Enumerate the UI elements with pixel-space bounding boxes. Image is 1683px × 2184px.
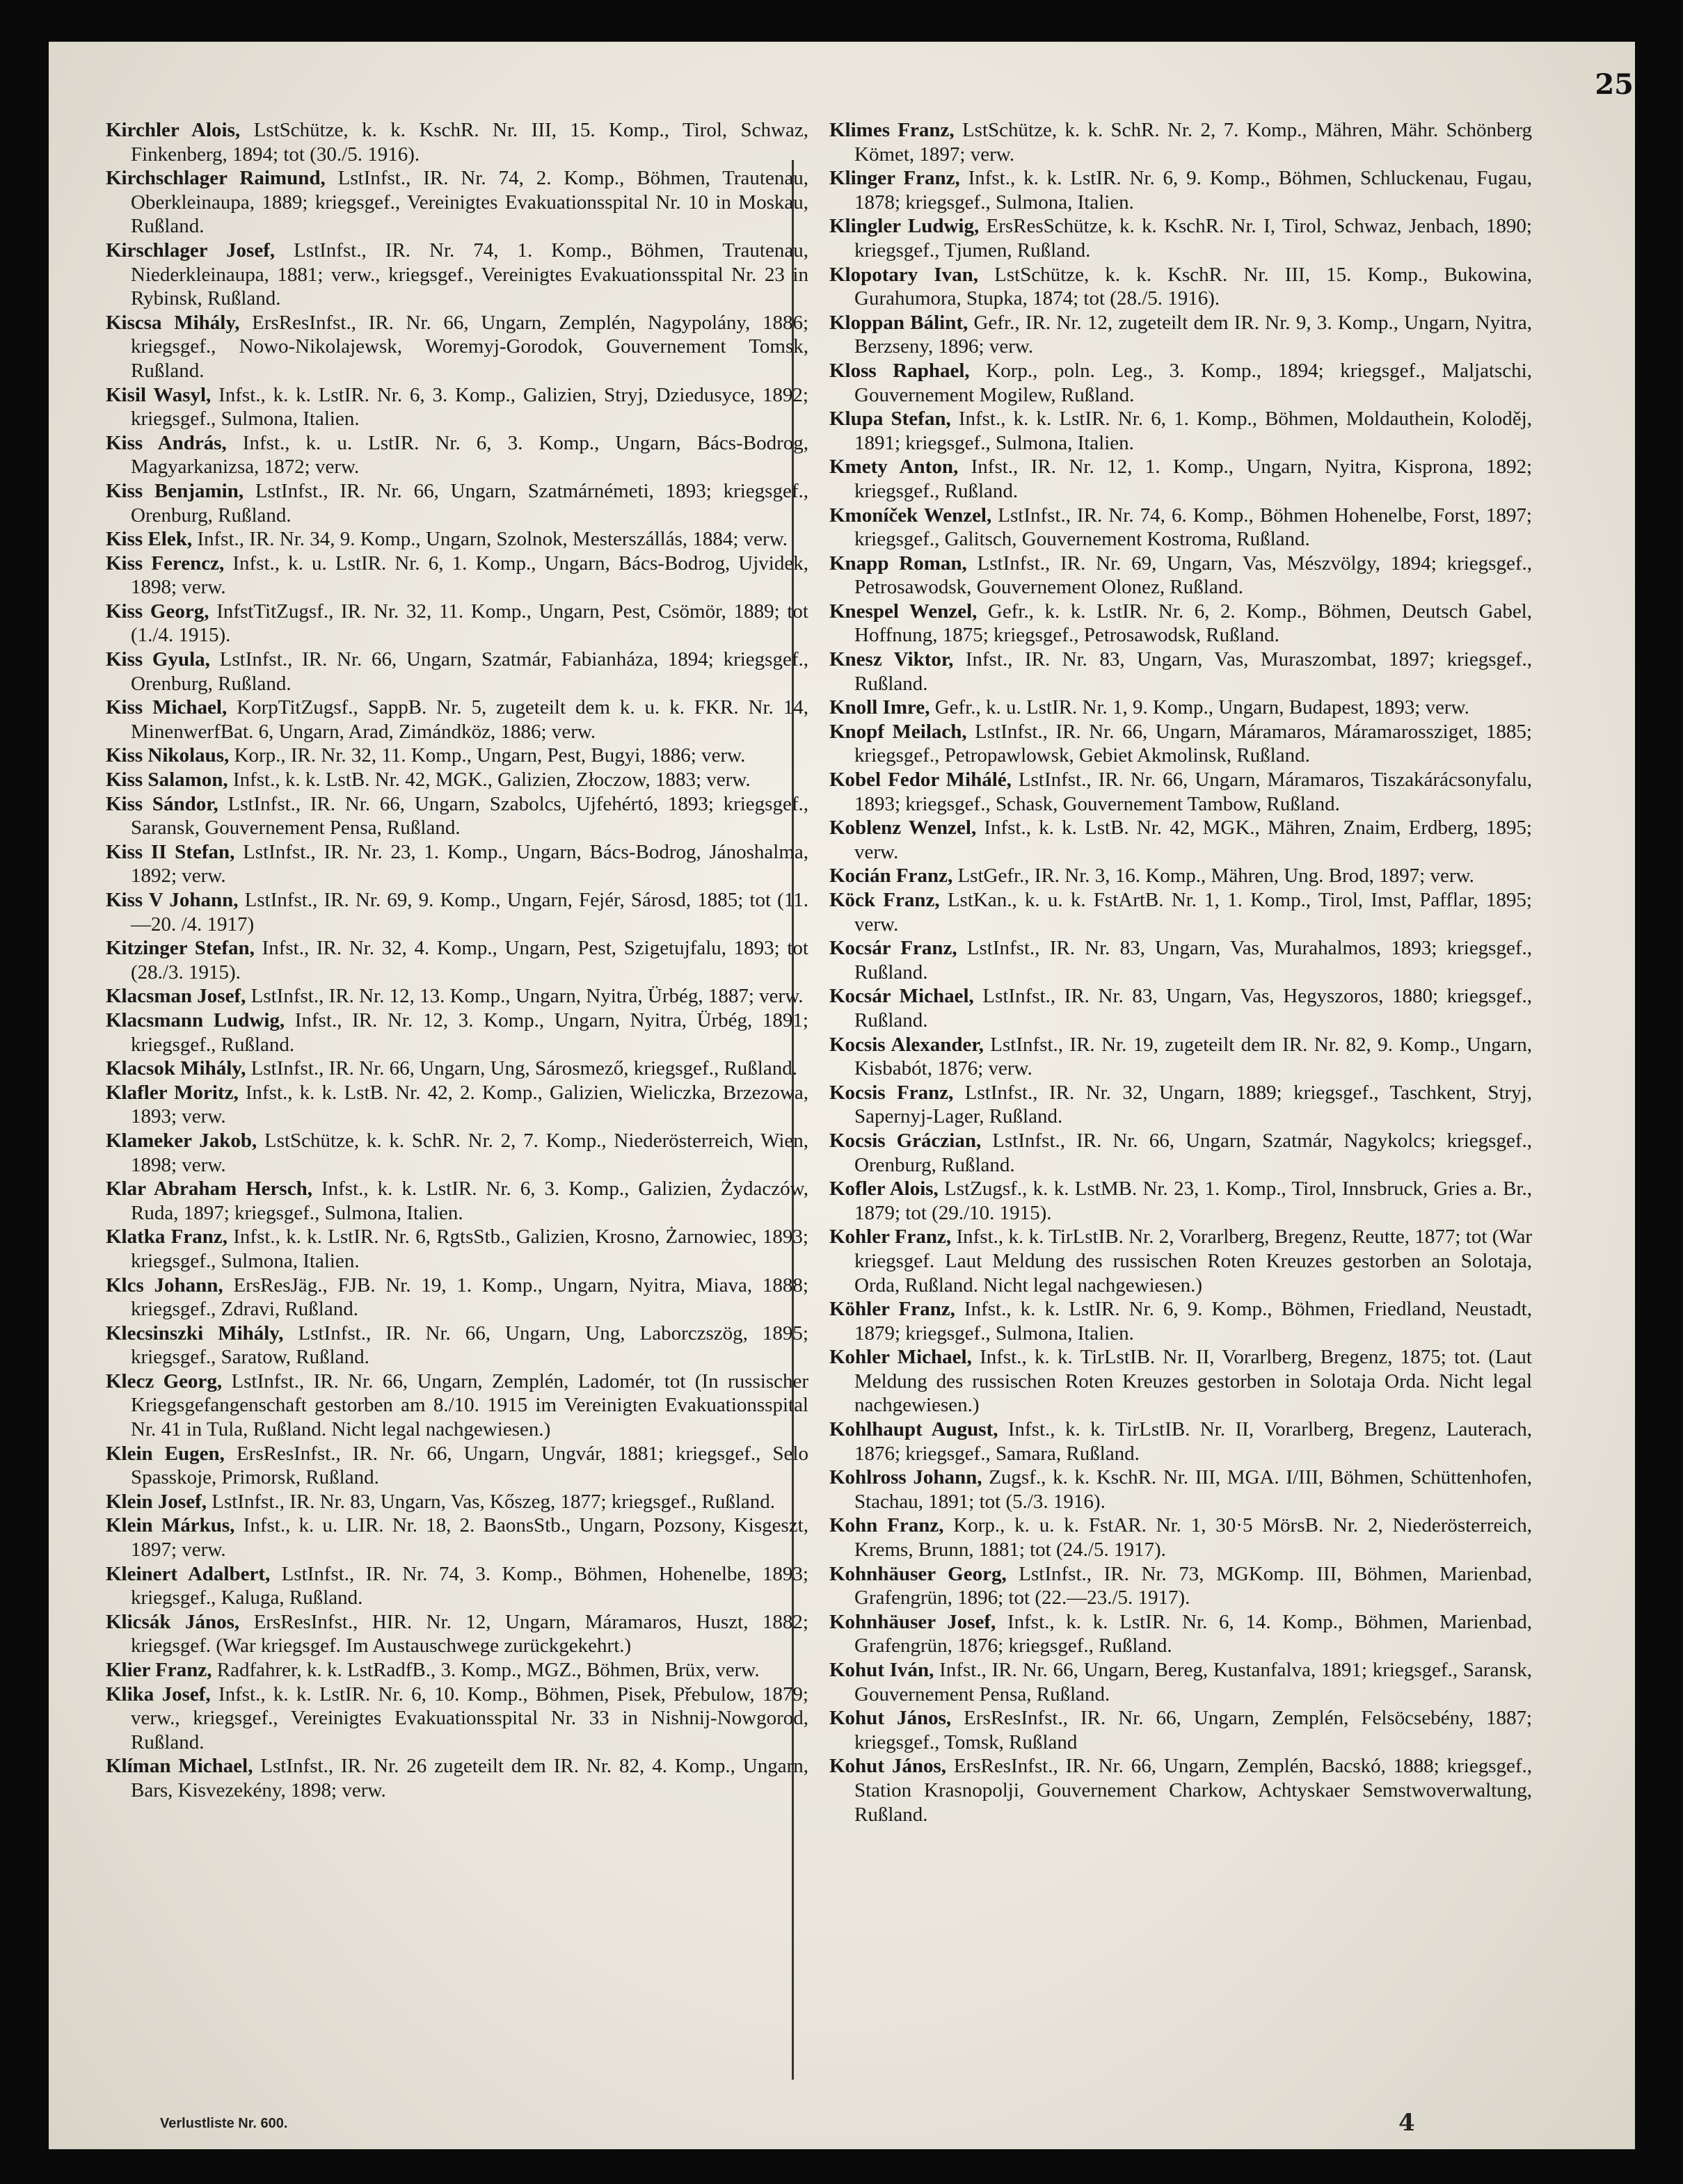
casualty-entry	[106, 840, 808, 888]
entry-name: Kisil Wasyl,	[106, 383, 212, 406]
casualty-entry	[106, 1562, 808, 1610]
casualty-entry	[106, 1057, 808, 1081]
casualty-entry	[106, 648, 808, 696]
entry-details: Infst., k. k. TirLstIB. Nr. II, Vorarlberg, Bregenz, Lauterach, 1876; kriegsgef., Samara, Rußland.	[854, 1418, 1532, 1465]
casualty-entry	[106, 383, 808, 431]
entry-details: LstInfst., IR. Nr. 66, Ungarn, Szatmár, Fabianháza, 1894; kriegsgef., Orenburg, Rußland.	[131, 648, 808, 695]
entry-name: Kirschlager Josef,	[106, 239, 276, 262]
entry-details: ErsResInfst., IR. Nr. 66, Ungarn, Zemplén, Bacskó, 1888; kriegsgef., Station Krasnopolji, Gouvernement Charkow, Achtyskaer Semstwoverwaltung, Rußland.	[854, 1755, 1533, 1826]
casualty-entry	[106, 1442, 808, 1490]
entry-details: Infst., k. u. LstIR. Nr. 6, 1. Komp., Ungarn, Bács-Bodrog, Ujvidek, 1898; verw.	[131, 552, 808, 599]
entry-name: Kofler Alois,	[829, 1178, 939, 1201]
entry-details: LstKan., k. u. k. FstArtB. Nr. 1, 1. Komp., Tirol, Imst, Pafflar, 1895; verw.	[854, 889, 1532, 936]
entry-details: ErsResInfst., IR. Nr. 66, Ungarn, Zemplén, Felsöcsebény, 1887; kriegsgef., Tomsk, Rußland	[854, 1707, 1533, 1753]
entry-name: Kohler Franz,	[829, 1226, 952, 1248]
casualty-entry	[829, 1081, 1532, 1129]
casualty-entry	[106, 984, 808, 1009]
casualty-entry	[106, 527, 808, 552]
entry-name: Kleinert Adalbert,	[106, 1562, 271, 1585]
casualty-entry	[829, 720, 1532, 768]
entry-name: Kohlross Johann,	[829, 1466, 982, 1489]
casualty-entry	[106, 166, 808, 239]
entry-details: LstInfst., IR. Nr. 12, 13. Komp., Ungarn, Nyitra, Ürbég, 1887; verw.	[246, 985, 804, 1008]
entry-details: ErsResInfst., HIR. Nr. 12, Ungarn, Máramaros, Huszt, 1882; kriegsgef. (War kriegsgef. Im Austauschwege zurückgekehrt.)	[131, 1610, 808, 1657]
entry-details: Infst., k. k. TirLstIB. Nr. 2, Vorarlberg, Bregenz, Reutte, 1877; tot (War kriegsgef. Laut Meldung des russischen Roten Kreuzes gestorben an Solotaja, Orda, Rußland. Nicht legal nachgewiesen.)	[854, 1226, 1532, 1296]
casualty-entry	[829, 888, 1532, 936]
casualty-entry	[829, 214, 1532, 262]
entry-name: Kitzinger Stefan,	[106, 937, 255, 960]
casualty-entry	[829, 1610, 1532, 1658]
entry-details: LstInfst., IR. Nr. 66, Ungarn, Máramaros, Tiszakárácsonyfalu, 1893; kriegsgef., Schask, Gouvernement Tambow, Rußland.	[854, 769, 1532, 815]
entry-details: Radfahrer, k. k. LstRadfB., 3. Komp., MGZ., Böhmen, Brüx, verw.	[212, 1659, 760, 1681]
entry-details: LstInfst., IR. Nr. 66, Ungarn, Ung, Sárosmező, kriegsgef., Rußland.	[246, 1057, 797, 1080]
casualty-entry	[106, 1129, 808, 1177]
entry-details: Infst., IR. Nr. 12, 3. Komp., Ungarn, Nyitra, Ürbég, 1891; kriegsgef., Rußland.	[131, 1009, 808, 1056]
casualty-entry	[106, 552, 808, 600]
casualty-entry	[106, 1370, 808, 1442]
casualty-entry	[106, 696, 808, 744]
entry-name: Klopotary Ivan,	[829, 263, 979, 286]
entry-details: LstSchütze, k. k. KschR. Nr. III, 15. Komp., Bukowina, Gurahumora, Stupka, 1874; tot (28./5. 1916).	[854, 263, 1532, 310]
casualty-entry	[829, 1658, 1532, 1706]
entry-details: ErsResSchütze, k. k. KschR. Nr. I, Tirol, Schwaz, Jenbach, 1890; kriegsgef., Tjumen, Rußland.	[854, 215, 1532, 262]
casualty-entry	[829, 768, 1532, 816]
casualty-entry	[829, 696, 1532, 720]
entry-name: Knesz Viktor,	[829, 648, 954, 671]
entry-name: Knopf Meilach,	[829, 720, 967, 743]
entry-name: Klingler Ludwig,	[829, 215, 980, 238]
casualty-entry	[829, 984, 1532, 1032]
entry-details: LstInfst., IR. Nr. 66, Ungarn, Szatmárnémeti, 1893; kriegsgef., Orenburg, Rußland.	[131, 479, 809, 527]
casualty-entry	[829, 864, 1532, 888]
entry-details: Infst., k. k. LstIR. Nr. 6, 9. Komp., Böhmen, Schluckenau, Fugau, 1878; kriegsgef., Sulmona, Italien.	[854, 167, 1532, 214]
casualty-entry	[829, 1562, 1532, 1610]
entry-name: Kiss Gyula,	[106, 648, 210, 671]
entry-name: Kloss Raphael,	[829, 359, 970, 382]
casualty-entry	[829, 1129, 1532, 1177]
entry-details: LstInfst., IR. Nr. 74, 1. Komp., Böhmen, Trautenau, Niederkleinaupa, 1881; verw., kriegsgef., Vereinigtes Evakuationsspital Nr. 23 in Rybinsk, Rußland.	[131, 239, 808, 310]
casualty-entry	[829, 1297, 1532, 1345]
entry-name: Kiss II Stefan,	[106, 840, 235, 863]
casualty-entry	[106, 888, 808, 936]
entry-details: LstInfst., IR. Nr. 83, Ungarn, Vas, Murahalmos, 1893; kriegsgef., Rußland.	[854, 937, 1533, 983]
entry-details: Infst., k. k. LstIR. Nr. 6, RgtsStb., Galizien, Krosno, Żarnowiec, 1893; kriegsgef., Sulmona, Italien.	[131, 1226, 808, 1272]
casualty-entry	[106, 311, 808, 383]
entry-details: KorpTitZugsf., SappB. Nr. 5, zugeteilt dem k. u. k. FKR. Nr. 14, MinenwerfBat. 6, Ungarn, Arad, Zimándköz, 1886; verw.	[131, 696, 808, 743]
entry-name: Klicsák János,	[106, 1610, 240, 1633]
casualty-entry	[106, 600, 808, 648]
entry-name: Klein Josef,	[106, 1490, 207, 1513]
casualty-entry	[106, 479, 808, 527]
footer-sheet-number: 4	[1398, 2109, 1415, 2137]
casualty-entry	[829, 1754, 1532, 1826]
entry-details: Gefr., IR. Nr. 12, zugeteilt dem IR. Nr. 9, 3. Komp., Ungarn, Nyitra, Berzseny, 1896; verw.	[854, 311, 1533, 358]
casualty-entry	[829, 455, 1532, 503]
casualty-entry	[829, 1466, 1532, 1513]
page-number: 25	[1595, 68, 1634, 101]
casualty-entry	[829, 1706, 1532, 1754]
entry-details: Infst., k. k. TirLstIB. Nr. II, Vorarlberg, Bregenz, 1875; tot. (Laut Meldung des russischen Roten Kreuzes gestorben in Solotaja Orda. Nicht legal nachgewiesen.)	[854, 1346, 1532, 1417]
entry-details: Infst., k. k. LstB. Nr. 42, MGK., Galizien, Złoczow, 1883; verw.	[228, 769, 751, 792]
entry-name: Kiss András,	[106, 431, 227, 454]
entry-name: Köck Franz,	[829, 889, 940, 911]
casualty-entry	[829, 359, 1532, 407]
entry-name: Knespel Wenzel,	[829, 600, 978, 623]
entry-name: Klika Josef,	[106, 1683, 211, 1705]
casualty-entry	[106, 1322, 808, 1370]
entry-name: Kiss Nikolaus,	[106, 744, 230, 767]
casualty-entry	[829, 600, 1532, 648]
casualty-entry	[106, 744, 808, 768]
entry-details: Infst., k. k. LstIR. Nr. 6, 9. Komp., Böhmen, Friedland, Neustadt, 1879; kriegsgef., Sulmona, Italien.	[854, 1298, 1532, 1344]
entry-name: Kocsis Franz,	[829, 1081, 954, 1104]
entry-name: Kocsár Franz,	[829, 937, 957, 960]
entry-name: Kiss Elek,	[106, 528, 193, 551]
entry-name: Kiss Ferencz,	[106, 552, 225, 575]
entry-name: Knoll Imre,	[829, 696, 930, 719]
entry-details: LstInfst., IR. Nr. 69, 9. Komp., Ungarn, Fejér, Sárosd, 1885; tot (11.—20. /4. 1917)	[131, 889, 808, 936]
entry-name: Kirchler Alois,	[106, 119, 241, 141]
entry-details: LstInfst., IR. Nr. 74, 3. Komp., Böhmen, Hohenelbe, 1893; kriegsgef., Kaluga, Rußland.	[131, 1562, 808, 1609]
entry-details: Infst., IR. Nr. 83, Ungarn, Vas, Muraszombat, 1897; kriegsgef., Rußland.	[854, 648, 1533, 695]
casualty-entry	[106, 1658, 808, 1683]
casualty-entry	[106, 1513, 808, 1561]
entry-name: Kocsis Gráczian,	[829, 1129, 982, 1152]
casualty-entry	[829, 166, 1532, 214]
entry-details: Infst., IR. Nr. 34, 9. Komp., Ungarn, Szolnok, Mesterszállás, 1884; verw.	[192, 528, 788, 551]
entry-details: Infst., IR. Nr. 12, 1. Komp., Ungarn, Nyitra, Kisprona, 1892; kriegsgef., Rußland.	[854, 456, 1532, 502]
entry-name: Kocsis Alexander,	[829, 1033, 984, 1056]
entry-details: Infst., k. k. LstIR. Nr. 6, 1. Komp., Böhmen, Moldauthein, Koloděj, 1891; kriegsgef., Sulmona, Italien.	[854, 408, 1532, 454]
entry-details: LstInfst., IR. Nr. 66, Ungarn, Szatmár, Nagykolcs; kriegsgef., Orenburg, Rußland.	[854, 1129, 1532, 1176]
entry-details: LstInfst., IR. Nr. 66, Ungarn, Ung, Laborczszög, 1895; kriegsgef., Saratow, Rußland.	[131, 1322, 808, 1369]
left-column	[106, 118, 808, 1803]
entry-name: Klimes Franz,	[829, 119, 955, 141]
entry-name: Kiscsa Mihály,	[106, 311, 240, 334]
casualty-entry	[829, 1225, 1532, 1297]
casualty-entry	[106, 1610, 808, 1658]
casualty-entry	[106, 792, 808, 840]
casualty-entry	[106, 1683, 808, 1755]
casualty-entry	[829, 1033, 1532, 1081]
entry-name: Klatka Franz,	[106, 1226, 228, 1248]
casualty-entry	[829, 311, 1532, 359]
entry-details: ErsResJäg., FJB. Nr. 19, 1. Komp., Ungarn, Nyitra, Miava, 1888; kriegsgef., Zdravi, Rußland.	[131, 1274, 808, 1321]
entry-name: Kloppan Bálint,	[829, 311, 968, 334]
casualty-entry	[106, 1177, 808, 1225]
entry-details: Infst., IR. Nr. 66, Ungarn, Bereg, Kustanfalva, 1891; kriegsgef., Saransk, Gouvernement Pensa, Rußland.	[854, 1659, 1533, 1705]
entry-details: Korp., k. u. k. FstAR. Nr. 1, 30·5 MörsB. Nr. 2, Niederösterreich, Krems, Brunn, 1881; tot (24./5. 1917).	[854, 1514, 1532, 1561]
entry-details: Korp., IR. Nr. 32, 11. Komp., Ungarn, Pest, Bugyi, 1886; verw.	[229, 744, 746, 767]
entry-details: Infst., k. k. LstIR. Nr. 6, 3. Komp., Galizien, Stryj, Dziedusyce, 1892; kriegsgef., Sulmona, Italien.	[131, 383, 808, 431]
entry-details: LstInfst., IR. Nr. 19, zugeteilt dem IR. Nr. 82, 9. Komp., Ungarn, Kisbabót, 1876; verw.	[854, 1033, 1532, 1080]
entry-name: Kmety Anton,	[829, 456, 959, 479]
casualty-entry	[106, 1081, 808, 1129]
entry-name: Kohut Iván,	[829, 1659, 934, 1681]
entry-details: LstGefr., IR. Nr. 3, 16. Komp., Mähren, Ung. Brod, 1897; verw.	[952, 865, 1474, 888]
entry-details: LstInfst., IR. Nr. 83, Ungarn, Vas, Kőszeg, 1877; kriegsgef., Rußland.	[207, 1490, 775, 1513]
casualty-entry	[106, 1754, 808, 1802]
entry-name: Kiss Michael,	[106, 696, 228, 719]
entry-details: LstInfst., IR. Nr. 73, MGKomp. III, Böhmen, Marienbad, Grafengrün, 1896; tot (22.—23./5. 1917).	[854, 1562, 1532, 1609]
entry-name: Koblenz Wenzel,	[829, 817, 977, 840]
entry-name: Kiss Salamon,	[106, 769, 228, 792]
entry-name: Klcs Johann,	[106, 1274, 223, 1296]
entry-details: Infst., k. k. LstB. Nr. 42, 2. Komp., Galizien, Wieliczka, Brzezowa, 1893; verw.	[131, 1081, 808, 1128]
casualty-entry	[106, 1490, 808, 1514]
casualty-entry	[829, 263, 1532, 311]
entry-details: LstInfst., IR. Nr. 83, Ungarn, Vas, Hegyszoros, 1880; kriegsgef., Rußland.	[854, 985, 1533, 1031]
entry-name: Kohut János,	[829, 1707, 952, 1730]
entry-name: Kohnhäuser Josef,	[829, 1610, 996, 1633]
entry-details: Infst., k. u. LstIR. Nr. 6, 3. Komp., Ungarn, Bács-Bodrog, Magyarkanizsa, 1872; verw.	[131, 431, 808, 479]
entry-name: Klein Márkus,	[106, 1514, 235, 1537]
entry-details: Infst., k. k. LstB. Nr. 42, MGK., Mähren, Znaim, Erdberg, 1895; verw.	[854, 817, 1532, 863]
entry-details: LstSchütze, k. k. SchR. Nr. 2, 7. Komp., Niederösterreich, Wien, 1898; verw.	[131, 1129, 809, 1176]
entry-name: Kiss Benjamin,	[106, 479, 244, 502]
casualty-entry	[106, 118, 808, 166]
entry-name: Klupa Stefan,	[829, 408, 951, 431]
entry-name: Klecsinszki Mihály,	[106, 1322, 284, 1344]
casualty-entry	[106, 1274, 808, 1322]
entry-name: Klein Eugen,	[106, 1442, 225, 1465]
entry-details: LstInfst., IR. Nr. 66, Ungarn, Zemplén, Ladomér, tot (In russischer Kriegsgefangenschaft gestorben am 8./10. 1915 im Vereinigten Evakuationsspital Nr. 41 in Tula, Rußland. Nicht legal nachgewiesen.)	[131, 1370, 809, 1441]
casualty-entry	[829, 1177, 1532, 1225]
entry-details: LstInfst., IR. Nr. 74, 6. Komp., Böhmen Hohenelbe, Forst, 1897; kriegsgef., Galitsch, Gouvernement Kostroma, Rußland.	[854, 504, 1532, 551]
casualty-entry	[106, 431, 808, 479]
entry-details: LstInfst., IR. Nr. 32, Ungarn, 1889; kriegsgef., Taschkent, Stryj, Sapernyj-Lager, Rußland.	[854, 1081, 1532, 1128]
entry-name: Klameker Jakob,	[106, 1129, 257, 1152]
entry-name: Kohut János,	[829, 1755, 947, 1778]
entry-name: Klacsman Josef,	[106, 985, 246, 1008]
entry-details: Gefr., k. k. LstIR. Nr. 6, 2. Komp., Böhmen, Deutsch Gabel, Hoffnung, 1875; kriegsgef., Petrosawodsk, Rußland.	[854, 600, 1532, 647]
entry-name: Kocián Franz,	[829, 865, 953, 888]
entry-name: Kirchschlager Raimund,	[106, 167, 326, 190]
casualty-entry	[829, 552, 1532, 600]
entry-name: Klacsmann Ludwig,	[106, 1009, 285, 1031]
entry-name: Kmoníček Wenzel,	[829, 504, 992, 527]
entry-details: InfstTitZugsf., IR. Nr. 32, 11. Komp., Ungarn, Pest, Csömör, 1889; tot (1./4. 1915).	[131, 600, 808, 647]
entry-name: Kocsár Michael,	[829, 985, 974, 1008]
casualty-entry	[829, 118, 1532, 166]
entry-name: Klafler Moritz,	[106, 1081, 239, 1104]
casualty-entry	[829, 504, 1532, 552]
footer-list-label: Verlustliste Nr. 600.	[160, 2116, 288, 2131]
casualty-entry	[106, 768, 808, 792]
entry-name: Köhler Franz,	[829, 1298, 955, 1321]
entry-name: Kiss V Johann,	[106, 889, 239, 911]
entry-name: Klinger Franz,	[829, 167, 960, 190]
entry-details: LstInfst., IR. Nr. 26 zugeteilt dem IR. Nr. 82, 4. Komp., Ungarn, Bars, Kisvezekény, 1898; verw.	[131, 1755, 808, 1801]
entry-details: Infst., IR. Nr. 32, 4. Komp., Ungarn, Pest, Szigetujfalu, 1893; tot (28./3. 1915).	[131, 937, 808, 983]
casualty-entry	[106, 1009, 808, 1057]
entry-name: Kiss Sándor,	[106, 792, 218, 815]
entry-name: Klíman Michael,	[106, 1755, 253, 1778]
entry-details: Zugsf., k. k. KschR. Nr. III, MGA. I/III, Böhmen, Schüttenhofen, Stachau, 1891; tot (5./3. 1916).	[854, 1466, 1532, 1513]
entry-details: ErsResInfst., IR. Nr. 66, Ungarn, Zemplén, Nagypolány, 1886; kriegsgef., Nowo-Nikolajewsk, Woremyj-Gorodok, Gouvernement Tomsk, Rußland.	[131, 311, 808, 382]
casualty-entry	[829, 648, 1532, 696]
casualty-entry	[106, 239, 808, 311]
entry-name: Klacsok Mihály,	[106, 1057, 246, 1080]
entry-name: Kohn Franz,	[829, 1514, 944, 1537]
entry-name: Klar Abraham Hersch,	[106, 1178, 312, 1201]
entry-name: Klier Franz,	[106, 1659, 212, 1681]
casualty-entry	[106, 936, 808, 984]
paper-sheet	[49, 42, 1635, 2149]
entry-details: LstInfst., IR. Nr. 66, Ungarn, Máramaros, Máramarossziget, 1885; kriegsgef., Petropawlowsk, Gebiet Akmolinsk, Rußland.	[854, 720, 1532, 767]
casualty-entry	[829, 1513, 1532, 1561]
entry-name: Kobel Fedor Mihálé,	[829, 769, 1012, 792]
entry-name: Klecz Georg,	[106, 1370, 223, 1392]
entry-details: Infst., k. k. LstIR. Nr. 6, 14. Komp., Böhmen, Marienbad, Grafengrün, 1876; kriegsgef., Rußland.	[854, 1610, 1533, 1657]
entry-details: LstInfst., IR. Nr. 74, 2. Komp., Böhmen, Trautenau, Oberkleinaupa, 1889; kriegsgef., Vereinigtes Evakuationsspital Nr. 10 in Moskau, Rußland.	[131, 167, 808, 238]
entry-name: Kiss Georg,	[106, 600, 209, 623]
right-column	[829, 118, 1532, 1826]
entry-name: Kohnhäuser Georg,	[829, 1562, 1007, 1585]
entry-name: Kohlhaupt August,	[829, 1418, 998, 1441]
entry-details: LstInfst., IR. Nr. 66, Ungarn, Szabolcs, Ujfehértó, 1893; kriegsgef., Saransk, Gouvernement Pensa, Rußland.	[131, 792, 808, 840]
entry-name: Kohler Michael,	[829, 1346, 972, 1369]
casualty-entry	[829, 1345, 1532, 1418]
casualty-entry	[829, 407, 1532, 455]
entry-details: Infst., k. k. LstIR. Nr. 6, 3. Komp., Galizien, Żydaczów, Ruda, 1897; kriegsgef., Sulmona, Italien.	[131, 1178, 808, 1224]
entry-details: LstInfst., IR. Nr. 23, 1. Komp., Ungarn, Bács-Bodrog, Jánoshalma, 1892; verw.	[131, 840, 809, 888]
entry-name: Knapp Roman,	[829, 552, 967, 575]
casualty-entry	[829, 1418, 1532, 1466]
casualty-entry	[829, 936, 1532, 984]
entry-details: LstSchütze, k. k. SchR. Nr. 2, 7. Komp., Mähren, Mähr. Schönberg Kömet, 1897; verw.	[854, 119, 1532, 166]
entry-details: Gefr., k. u. LstIR. Nr. 1, 9. Komp., Ungarn, Budapest, 1893; verw.	[930, 696, 1469, 719]
entry-details: Korp., poln. Leg., 3. Komp., 1894; kriegsgef., Maljatschi, Gouvernement Mogilew, Rußland.	[854, 359, 1532, 406]
entry-details: Infst., k. u. LIR. Nr. 18, 2. BaonsStb., Ungarn, Pozsony, Kisgeszt, 1897; verw.	[131, 1514, 808, 1561]
entry-details: LstZugsf., k. k. LstMB. Nr. 23, 1. Komp., Tirol, Innsbruck, Gries a. Br., 1879; tot (29./10. 1915).	[854, 1178, 1532, 1224]
casualty-entry	[106, 1225, 808, 1273]
entry-details: LstSchütze, k. k. KschR. Nr. III, 15. Komp., Tirol, Schwaz, Finkenberg, 1894; tot (30./5. 1916).	[131, 119, 808, 166]
entry-details: LstInfst., IR. Nr. 69, Ungarn, Vas, Mészvölgy, 1894; kriegsgef., Petrosawodsk, Gouvernement Olonez, Rußland.	[854, 552, 1532, 599]
entry-details: Infst., k. k. LstIR. Nr. 6, 10. Komp., Böhmen, Pisek, Přebulow, 1879; verw., kriegsgef., Vereinigtes Evakuationsspital Nr. 33 in Nishnij-Nowgorod, Rußland.	[131, 1683, 808, 1753]
casualty-entry	[829, 816, 1532, 864]
entry-details: ErsResInfst., IR. Nr. 66, Ungarn, Ungvár, 1881; kriegsgef., Selo Spasskoje, Primorsk, Rußland.	[131, 1442, 808, 1489]
